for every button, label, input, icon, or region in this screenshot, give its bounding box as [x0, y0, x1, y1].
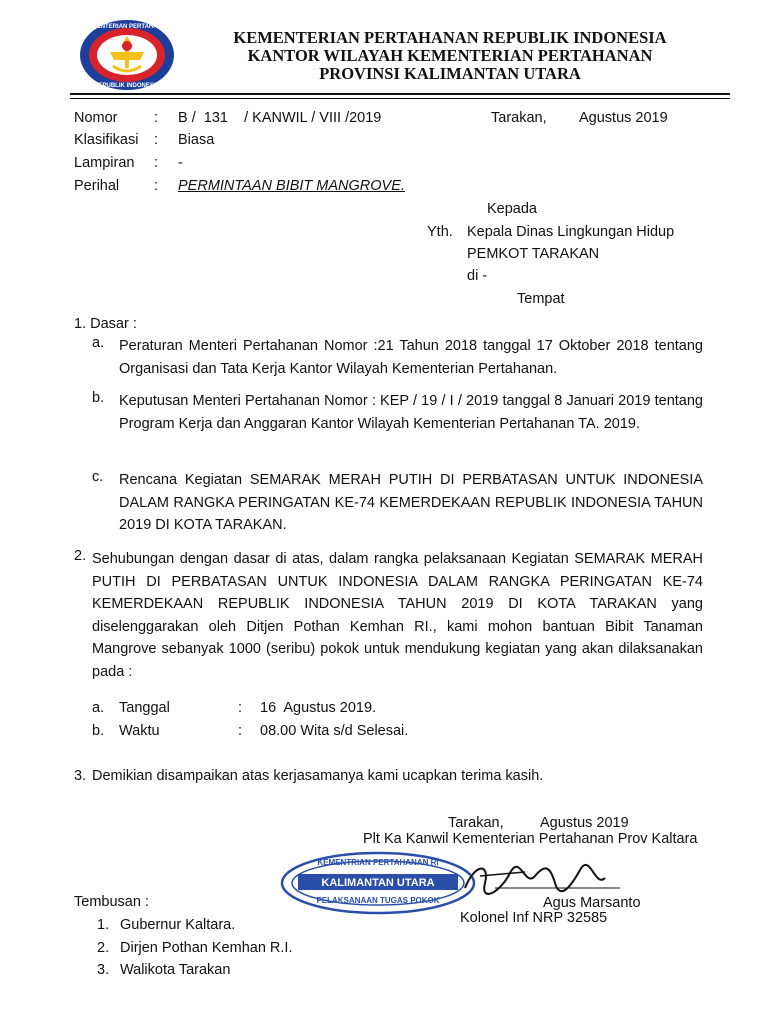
- stamp-text-bottom: PELAKSANAAN TUGAS POKOK: [316, 896, 440, 905]
- waktu-letter: b.: [92, 723, 105, 739]
- handwritten-signature: [455, 858, 625, 900]
- p3-text: Demikian disampaikan atas kerjasamanya kami ucapkan terima kasih.: [92, 768, 544, 784]
- recipient-line-1: Kepala Dinas Lingkungan Hidup: [467, 224, 675, 240]
- lampiran-value: -: [178, 155, 183, 171]
- kepada-label: Kepada: [487, 201, 537, 217]
- p3-number: 3.: [74, 768, 87, 784]
- header-rule-thin: [70, 98, 730, 99]
- stamp-text-top: KEMENTRIAN PERTAHANAN RI: [317, 858, 439, 867]
- dasar-title: 1. Dasar :: [74, 316, 137, 332]
- cc-item-2: Dirjen Pothan Kemhan R.I.: [120, 940, 293, 956]
- waktu-colon: :: [238, 723, 243, 739]
- perihal-colon: :: [154, 178, 159, 194]
- official-stamp: [278, 850, 478, 916]
- nomor-colon: :: [154, 110, 159, 126]
- recipient-line-4: Tempat: [517, 291, 565, 307]
- item-a-label: a.: [92, 335, 105, 351]
- sign-date: Agustus 2019: [540, 815, 629, 831]
- klasifikasi-value: Biasa: [178, 132, 215, 148]
- header-line-2: KANTOR WILAYAH KEMENTERIAN PERTAHANAN: [247, 46, 653, 65]
- tanggal-colon: :: [238, 700, 243, 716]
- logo-text-bottom: REPUBLIK INDONESIA: [94, 83, 160, 89]
- perihal-label: Perihal: [74, 178, 120, 194]
- item-c-label: c.: [92, 469, 104, 485]
- p2-number: 2.: [74, 548, 87, 564]
- logo-text-top: KEMENTERIAN PERTAHANAN: [83, 24, 171, 30]
- recipient-line-3: di -: [467, 268, 488, 284]
- cc-item-2-num: 2.: [97, 940, 110, 956]
- tanggal-letter: a.: [92, 700, 105, 716]
- waktu-value: 08.00 Wita s/d Selesai.: [260, 723, 409, 739]
- klasifikasi-colon: :: [154, 132, 159, 148]
- item-b-text: Keputusan Menteri Pertahanan Nomor : KEP / 19 / I / 2019 tanggal 8 Januari 2019 tentang Program Kerja dan Anggaran Kantor Wilayah Kementerian Pertahanan TA. 2019.: [119, 393, 703, 432]
- stamp-text-mid: KALIMANTAN UTARA: [321, 877, 435, 889]
- nomor-value: B / 131 / KANWIL / VIII /2019: [178, 110, 382, 126]
- yth-label: Yth.: [427, 224, 453, 240]
- p2-text: Sehubungan dengan dasar di atas, dalam rangka pelaksanaan Kegiatan SEMARAK MERAH PUTIH DI PERBATASAN UNTUK INDONESIA DALAM RANGKA PERINGATAN KE-74 KEMERDEKAAN REPUBLIK INDONESIA TAHUN 2019 DI KOTA TARAKAN yang diselenggarakan oleh Ditjen Pothan Kemhan RI., kami mohon bantuan Bibit Tanaman Mangrove sebanyak 1000 (seribu) pokok untuk mendukung kegiatan yang akan dilaksanakan pada :: [92, 551, 703, 680]
- cc-item-3-num: 3.: [97, 962, 110, 978]
- header-line-1: KEMENTERIAN PERTAHANAN REPUBLIK INDONESIA: [233, 28, 667, 47]
- sign-title: Plt Ka Kanwil Kementerian Pertahanan Prov Kaltara: [363, 831, 698, 847]
- tanggal-value: 16 Agustus 2019.: [260, 700, 377, 716]
- lampiran-label: Lampiran: [74, 155, 135, 171]
- sign-place: Tarakan,: [448, 815, 504, 831]
- lampiran-colon: :: [154, 155, 159, 171]
- klasifikasi-label: Klasifikasi: [74, 132, 139, 148]
- cc-item-1: Gubernur Kaltara.: [120, 917, 236, 933]
- tanggal-label: Tanggal: [119, 700, 170, 716]
- cc-title: Tembusan :: [74, 894, 149, 910]
- signer-rank: Kolonel Inf NRP 32585: [460, 910, 608, 926]
- recipient-line-2: PEMKOT TARAKAN: [467, 246, 600, 262]
- item-c-text: Rencana Kegiatan SEMARAK MERAH PUTIH DI PERBATASAN UNTUK INDONESIA DALAM RANGKA PERINGATAN KE-74 KEMERDEKAAN REPUBLIK INDONESIA TAHUN 2019 DI KOTA TARAKAN.: [119, 472, 703, 533]
- cc-item-3: Walikota Tarakan: [120, 962, 231, 978]
- signer-name: Agus Marsanto: [543, 895, 641, 911]
- header-rule: [70, 93, 730, 95]
- nomor-label: Nomor: [74, 110, 118, 126]
- letter-place: Tarakan,: [491, 110, 547, 126]
- perihal-value: PERMINTAAN BIBIT MANGROVE.: [178, 178, 405, 194]
- header-line-3: PROVINSI KALIMANTAN UTARA: [319, 64, 581, 83]
- item-b-label: b.: [92, 390, 105, 406]
- waktu-label: Waktu: [119, 723, 160, 739]
- item-a-text: Peraturan Menteri Pertahanan Nomor :21 Tahun 2018 tanggal 17 Oktober 2018 tentang Organisasi dan Tata Kerja Kantor Wilayah Kementerian Pertahanan.: [119, 338, 703, 377]
- letter-date: Agustus 2019: [579, 110, 668, 126]
- cc-item-1-num: 1.: [97, 917, 110, 933]
